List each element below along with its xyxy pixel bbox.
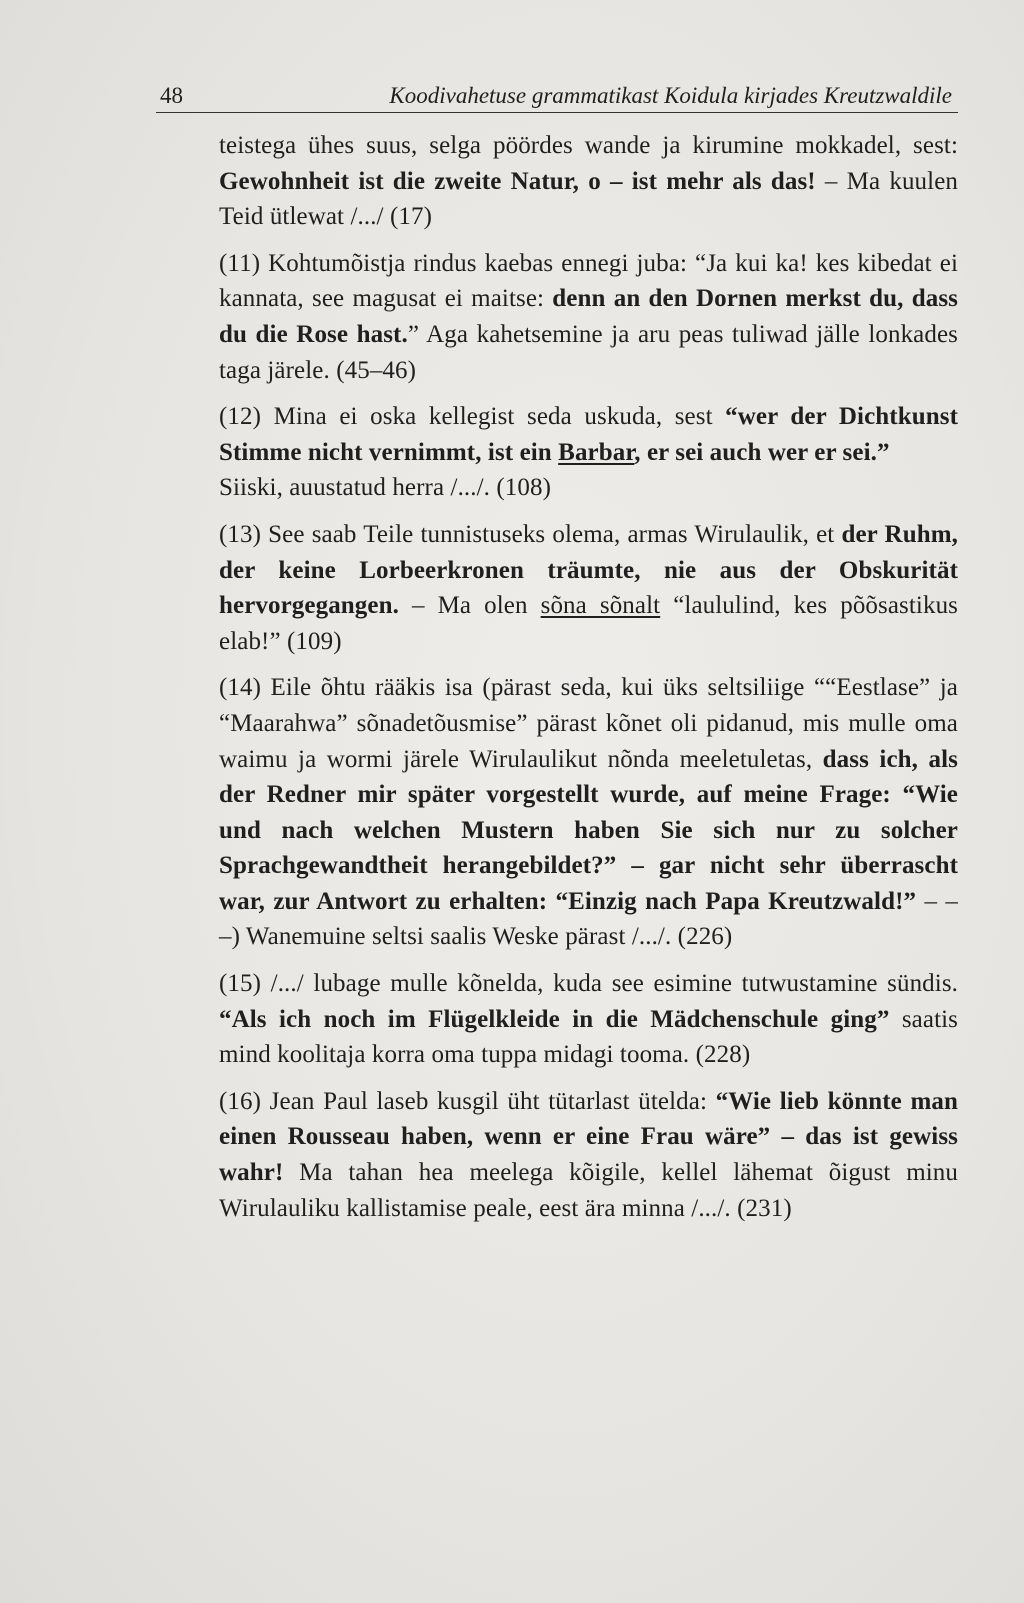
german-quote: dass ich, als der Redner mir später vorgestellt wurde, auf meine Frage: “Wie und nach welchen Mustern haben Sie sich nur zu solcher Sprachgewandtheit herangebildet?” – gar nicht sehr überrascht war, zur Antwort zu erhalten: “Einzig nach Papa Kreutzwald!” [219,745,958,915]
german-quote: der Ruhm, der keine Lorbeerkronen träumte, nie aus der Obskurität hervorgegangen. [219,520,958,620]
german-quote: Gewohnheit ist die zweite Natur, o – ist mehr als das! [219,167,816,195]
running-title: Koodivahetuse grammatikast Koidula kirjades Kreutzwaldile [389,83,952,108]
text-run: Siiski, auustatud herra /.../. (108) [219,474,552,502]
german-quote: “Wie lieb könnte man einen Rousseau haben, wenn er eine Frau wäre” – das ist gewiss wahr! [219,1087,959,1187]
text-run: (15) /.../ lubage mulle kõnelda, kuda see esimine tutwustamine sündis. [219,970,958,998]
example-paragraph [219,399,958,470]
example-paragraph [219,517,958,659]
german-quote: “Als ich noch im Flügelkleide in die Mädchenschule ging” [219,1005,890,1033]
text-run: saatis mind koolitaja korra oma tuppa midagi tooma. (228) [219,1005,958,1069]
text-run: Ma tahan hea meelega kõigile, kellel lähemat õigust minu Wirulauliku kallistamise peale, eest ära minna /.../. (231) [219,1159,958,1222]
german-quote: Barbar [558,438,635,466]
example-paragraph [219,128,958,235]
text-run: (11) Kohtumõistja rindus kaebas ennegi juba: “Ja kui ka! kes kibedat ei kannata, see magusat ei maitse: [219,249,958,313]
underlined-text: sõna sõnalt [540,592,661,620]
text-run: – Ma kuulen Teid ütlewat /.../ (17) [219,167,958,231]
example-paragraph [219,246,958,388]
example-paragraph [219,470,958,506]
text-run: – – –) Wanemuine seltsi saalis Weske pärast /.../. (226) [219,887,958,951]
text-run: (14) Eile õhtu rääkis isa (pärast seda, kui üks seltsiliige ““Eestlase” ja “Maarahwa” sõnadetõusmise” pärast kõnet oli pidanud, mis mulle oma waimu ja wormi järele Wirulaulikut nõnda meeletuletas, [219,674,958,773]
text-run: (12) Mina ei oska kellegist seda uskuda, sest [219,403,726,431]
example-paragraph [219,1084,958,1226]
german-quote: denn an den Dornen merkst du, dass du die Rose hast. [219,285,959,348]
text-run: ” Aga kahetsemine ja aru peas tuliwad jälle lonkades taga järele. (45–46) [219,320,958,384]
body-text [219,128,958,1226]
text-run: “laululind, kes põõsastikus elab!” (109) [219,592,958,655]
running-header [156,76,958,113]
page-number: 48 [160,83,183,108]
example-paragraph [219,670,958,955]
german-quote: , er sei auch wer er sei.” [634,438,890,466]
text-run: (16) Jean Paul laseb kusgil üht tütarlast ütelda: [219,1087,716,1115]
german-quote: “wer der Dichtkunst Stimme nicht vernimmt, ist ein [219,403,958,466]
text-run: – Ma olen [398,592,541,620]
text-run: (13) See saab Teile tunnistuseks olema, armas Wirulaulik, et [219,520,842,548]
example-paragraph [219,966,958,1073]
text-run: teistega ühes suus, selga pöördes wande ja kirumine mokkadel, sest: [219,132,958,159]
